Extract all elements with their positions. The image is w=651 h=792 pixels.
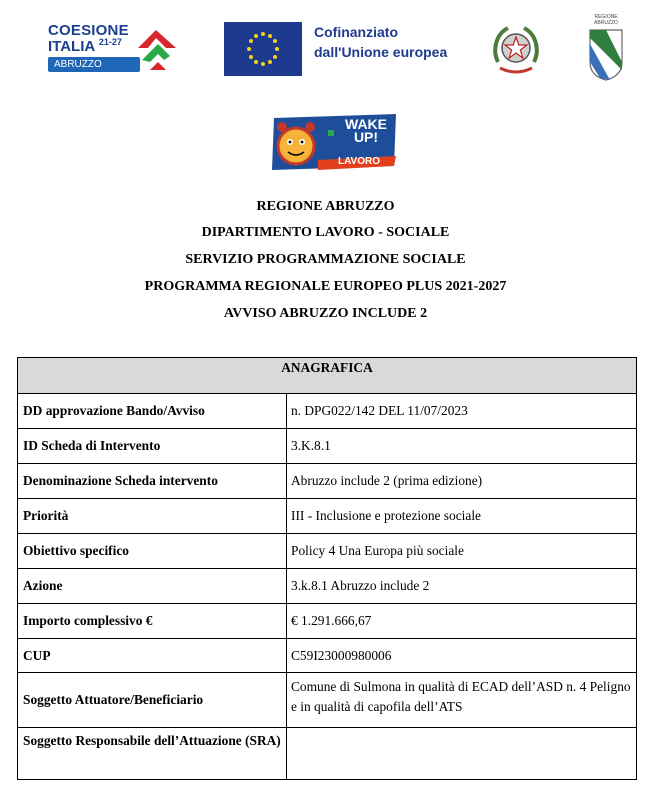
row-label-text: Obiettivo specifico (23, 543, 129, 558)
row-value (287, 604, 637, 639)
heading-service: SERVIZIO PROGRAMMAZIONE SOCIALE (185, 252, 466, 267)
coesione-italia-logo (48, 22, 178, 78)
logo-header (0, 0, 651, 95)
wakeup-line2: UP! (353, 129, 379, 145)
table-row (18, 499, 637, 534)
wakeup-line1: WAKE (345, 116, 387, 132)
row-label-text: ID Scheda di Intervento (23, 438, 161, 453)
row-label (18, 604, 287, 639)
row-value (287, 534, 637, 569)
table-title: ANAGRAFICA (18, 358, 637, 394)
row-label (18, 728, 287, 780)
heading-department: DIPARTIMENTO LAVORO - SOCIALE (201, 225, 450, 240)
row-value (287, 569, 637, 604)
abruzzo-shield-icon (586, 26, 626, 82)
row-value (287, 673, 637, 728)
table-row (18, 673, 637, 728)
row-label (18, 534, 287, 569)
row-value-text: III - Inclusione e protezione sociale (291, 508, 481, 523)
coesione-region-tag: ABRUZZO (48, 57, 140, 72)
eu-cofinanced-text (314, 22, 447, 62)
eu-line2: dall'Unione europea (314, 44, 448, 60)
anagrafica-table (17, 357, 637, 780)
row-label (18, 394, 287, 429)
row-label (18, 673, 287, 728)
table-row (18, 464, 637, 499)
row-value-text: Abruzzo include 2 (prima edizione) (291, 473, 483, 488)
table-row (18, 394, 637, 429)
row-value-text: n. DPG022/142 DEL 11/07/2023 (291, 403, 468, 418)
wake-up-lavoro-logo (268, 112, 400, 172)
row-label-text: Denominazione Scheda intervento (23, 473, 218, 488)
row-label-text: Soggetto Responsabile dell’Attuazione (SRA) (23, 733, 281, 748)
row-label-text: Soggetto Attuatore/Beneficiario (23, 692, 204, 707)
row-label-text: Priorità (23, 508, 69, 523)
row-value-text: C59I23000980006 (291, 648, 392, 663)
eu-line1: Cofinanziato (314, 24, 398, 40)
coesione-line1: COESIONE (48, 22, 129, 39)
row-label-text: DD approvazione Bando/Avviso (23, 403, 205, 418)
coesione-italia-text: ITALIA (48, 38, 95, 55)
row-value (287, 429, 637, 464)
eu-flag-logo (224, 22, 302, 76)
row-label (18, 639, 287, 673)
row-label (18, 464, 287, 499)
crest-label: REGIONE ABRUZZO (594, 14, 618, 26)
row-label (18, 499, 287, 534)
row-label (18, 429, 287, 464)
heading-notice: AVVISO ABRUZZO INCLUDE 2 (223, 306, 428, 321)
row-value-text (291, 728, 632, 736)
heading-region: REGIONE ABRUZZO (256, 199, 395, 214)
wakeup-line3: LAVORO (337, 156, 381, 167)
row-label-text: Importo complessivo € (23, 613, 153, 628)
row-value-text: 3.k.8.1 Abruzzo include 2 (291, 578, 430, 593)
coesione-line2 (48, 37, 122, 55)
row-value (287, 499, 637, 534)
table-row (18, 639, 637, 673)
row-value-text: Policy 4 Una Europa più sociale (291, 543, 464, 558)
row-value-text: Comune di Sulmona in qualità di ECAD dell’ASD n. 4 Peligno e in qualità di capofila dell’ATS (291, 679, 631, 714)
row-value-text: € 1.291.666,67 (291, 613, 372, 628)
row-value (287, 464, 637, 499)
table-row (18, 569, 637, 604)
row-value (287, 728, 637, 780)
row-value (287, 639, 637, 673)
coesione-arrow-icon (136, 26, 178, 72)
table-row (18, 604, 637, 639)
table-row (18, 429, 637, 464)
regione-abruzzo-crest (586, 14, 626, 80)
coesione-years: 21-27 (98, 37, 122, 47)
row-value (287, 394, 637, 429)
eu-stars-icon (224, 22, 302, 76)
row-value-text: 3.K.8.1 (291, 438, 331, 453)
row-label (18, 569, 287, 604)
table-row (18, 728, 637, 780)
italian-republic-emblem-icon (490, 22, 542, 76)
heading-programme: PROGRAMMA REGIONALE EUROPEO PLUS 2021-2027 (144, 279, 507, 294)
row-label-text: Azione (23, 578, 63, 593)
table-header-row (18, 358, 637, 394)
row-label-text: CUP (23, 648, 51, 663)
table-row (18, 534, 637, 569)
